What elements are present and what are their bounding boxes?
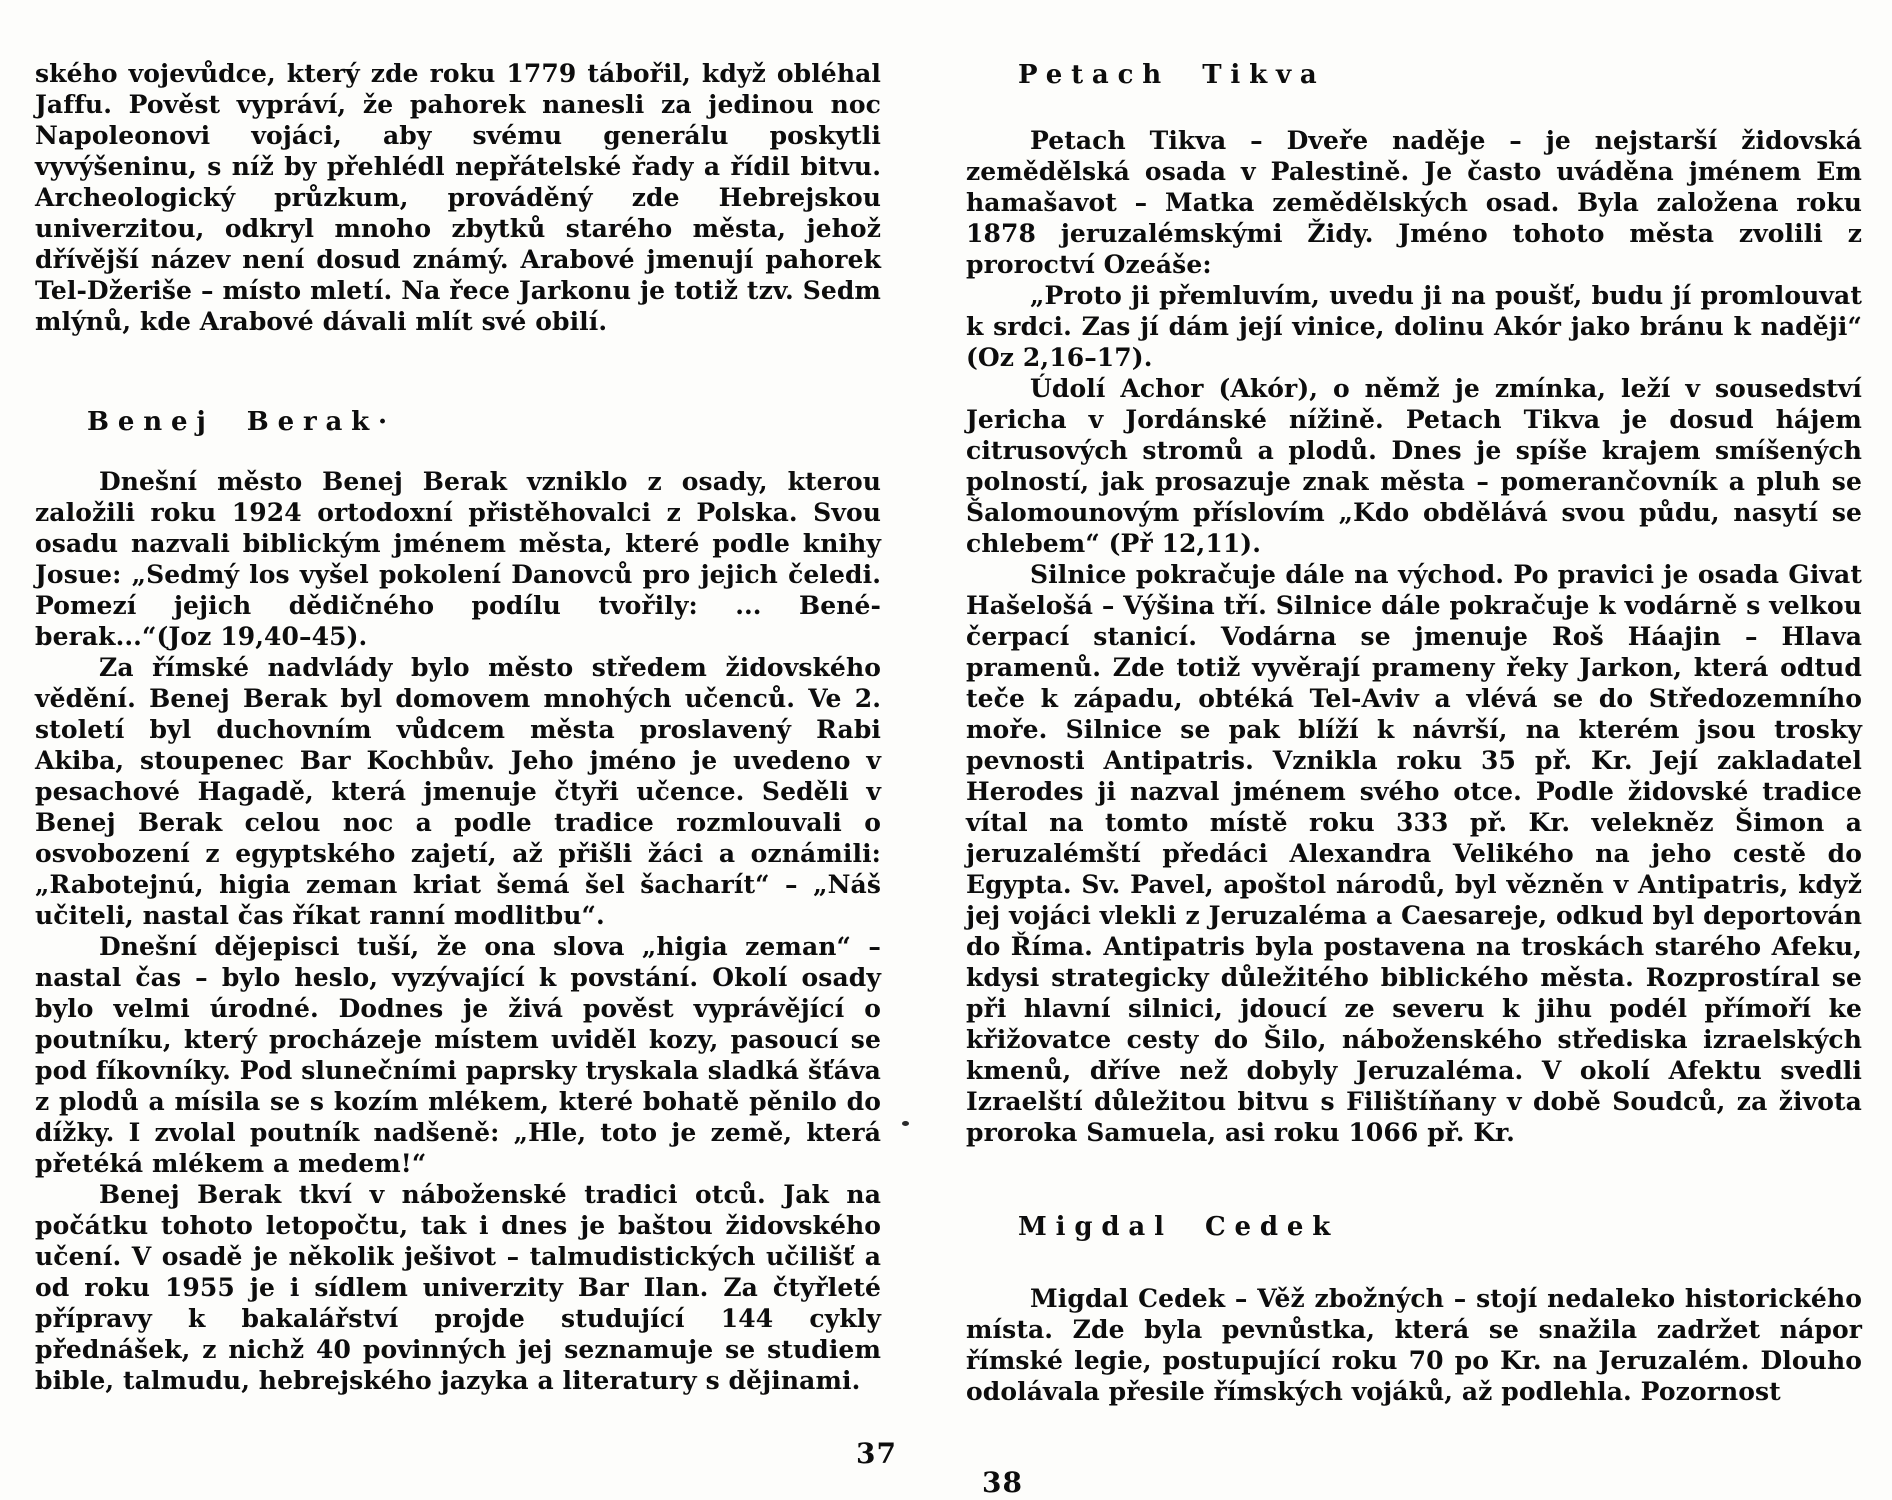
page-number-right: 38	[982, 1466, 1023, 1499]
page-number-left: 37	[856, 1437, 897, 1470]
continuation-paragraph: ského vojevůdce, který zde roku 1779 tábořil, když obléhal Jaffu. Pověst vypráví, že pahorek nanesli za jedinou noc Napoleonovi vojáci, aby svému generálu poskytli vyvýšeninu, s níž by přehlédl nepřátelské řady a řídil bitvu. Archeologický průzkum, prováděný zde Hebrejskou univerzitou, odkryl mnoho zbytků starého města, jehož dřívější název není dosud známý. Arabové jmenují pahorek Tel-Džeriše – místo mletí. Na řece Jarkonu je totiž tzv. Sedm mlýnů, kde Arabové dávali mlít své obilí.	[35, 59, 881, 336]
heading-benej-berak: Benej Berak·	[87, 407, 396, 437]
paragraph-benej-4: Benej Berak tkví v náboženské tradici otců. Jak na počátku tohoto letopočtu, tak i dnes je baštou židovského učení. V osadě je několik ješivot – talmudistických učilišť a od roku 1955 je i sídlem univerzity Bar Ilan. Za čtyřleté přípravy k bakalářství projde studující 144 cykly přednášek, z nichž 40 povinných jej seznamuje se studiem bible, talmudu, hebrejského jazyka a literatury s dějinami.	[35, 1180, 881, 1395]
page-right	[966, 58, 1862, 1407]
paragraph-benej-2: Za římské nadvlády bylo město středem židovského vědění. Benej Berak byl domovem mnohých učenců. Ve 2. století byl duchovním vůdcem města proslavený Rabi Akiba, stoupenec Bar Kochbův. Jeho jméno je uvedeno v pesachové Hagadě, která jmenuje čtyři učence. Seděli v Benej Berak celou noc a podle tradice rozmlouvali o osvobození z egyptského zajetí, až přišli žáci a oznámili: „Rabotejnú, higia zeman kriat šemá šel šacharít“ – „Náš učiteli, nastal čas říkat ranní modlitbu“.	[35, 653, 881, 930]
heading-migdal-cedek: Migdal Cedek	[1018, 1212, 1340, 1242]
paragraph-petach-3: Údolí Achor (Akór), o němž je zmínka, leží v sousedství Jericha v Jordánské nížině. Petach Tikva je dosud hájem citrusových stromů a plodů. Dnes je spíše krajem smíšených polností, jak prosazuje znak města – pomerančovník a pluh se Šalomounovým příslovím „Kdo obdělává svou půdu, nasytí se chlebem“ (Př 12,11).	[966, 374, 1862, 558]
paragraph-petach-4: Silnice pokračuje dále na východ. Po pravici je osada Givat Hašelošá – Výšina tří. Silnice dále pokračuje k vodárně s velkou čerpací stanicí. Vodárna se jmenuje Roš Háajin – Hlava pramenů. Zde totiž vyvěrají prameny řeky Jarkon, která odtud teče k západu, obtéká Tel-Aviv a vlévá se do Středozemního moře. Silnice se pak blíží k návrší, na kterém jsou trosky pevnosti Antipatris. Vznikla roku 35 př. Kr. Její zakladatel Herodes ji nazval jménem svého otce. Podle židovské tradice vítal na tomto místě roku 333 př. Kr. velekněz Šimon a jeruzalémští předáci Alexandra Velikého na jeho cestě do Egypta. Sv. Pavel, apoštol národů, byl vězněn v Antipatris, když jej vojáci vlekli z Jeruzaléma a Caesareje, odkud byl deportován do Říma. Antipatris byla postavena na troskách starého Afeku, kdysi strategicky důležitého biblického města. Rozprostíral se při hlavní silnici, jdoucí ze severu k jihu podél přímoří ke křižovatce cesty do Šilo, náboženského střediska izraelských kmenů, dříve než dobyly Jeruzaléma. V okolí Afektu svedli Izraelští důležitou bitvu s Filištíňany v době Soudců, za života proroka Samuela, asi roku 1066 př. Kr.	[966, 560, 1862, 1147]
paragraph-petach-1: Petach Tikva – Dveře naděje – je nejstarší židovská zemědělská osada v Palestině. Je často uváděna jménem Em hamašavot – Matka zemědělských osad. Byla založena roku 1878 jeruzalémskými Židy. Jméno tohoto města zvolili z proroctví Ozeáše:	[966, 126, 1862, 279]
paragraph-migdal-1: Migdal Cedek – Věž zbožných – stojí nedaleko historického místa. Zde byla pevnůstka, která se snažila zadržet nápor římské legie, postupující roku 70 po Kr. na Jeruzalém. Dlouho odolávala přesile římských vojáků, až podlehla. Pozornost	[966, 1284, 1862, 1406]
paragraph-benej-1: Dnešní město Benej Berak vzniklo z osady, kterou založili roku 1924 ortodoxní přistěhovalci z Polska. Svou osadu nazvali biblickým jménem města, které podle knihy Josue: „Sedmý los vyšel pokolení Danovců pro jejich čeledi. Pomezí jejich dědičného podílu tvořily: ... Bené-berak...“(Joz 19,40–45).	[35, 467, 881, 651]
scan-speck	[902, 1121, 909, 1126]
page-left	[35, 58, 881, 1396]
paragraph-benej-3: Dnešní dějepisci tuší, že ona slova „higia zeman“ – nastal čas – bylo heslo, vyzývající k povstání. Okolí osady bylo velmi úrodné. Dodnes je živá pověst vyprávějící o poutníku, který procházeje místem uviděl kozy, pasoucí se pod fíkovníky. Pod slunečními paprsky tryskala sladká šťáva z plodů a mísila se s kozím mlékem, které bohatě pěnilo do dížky. I zvolal poutník nadšeně: „Hle, toto je země, která přetéká mlékem a medem!“	[35, 932, 881, 1178]
paragraph-petach-quote: „Proto ji přemluvím, uvedu ji na poušť, budu jí promlouvat k srdci. Zas jí dám její vinice, dolinu Akór jako bránu k naději“ (Oz 2,16–17).	[966, 281, 1862, 372]
heading-petach-tikva: Petach Tikva	[1018, 60, 1326, 90]
